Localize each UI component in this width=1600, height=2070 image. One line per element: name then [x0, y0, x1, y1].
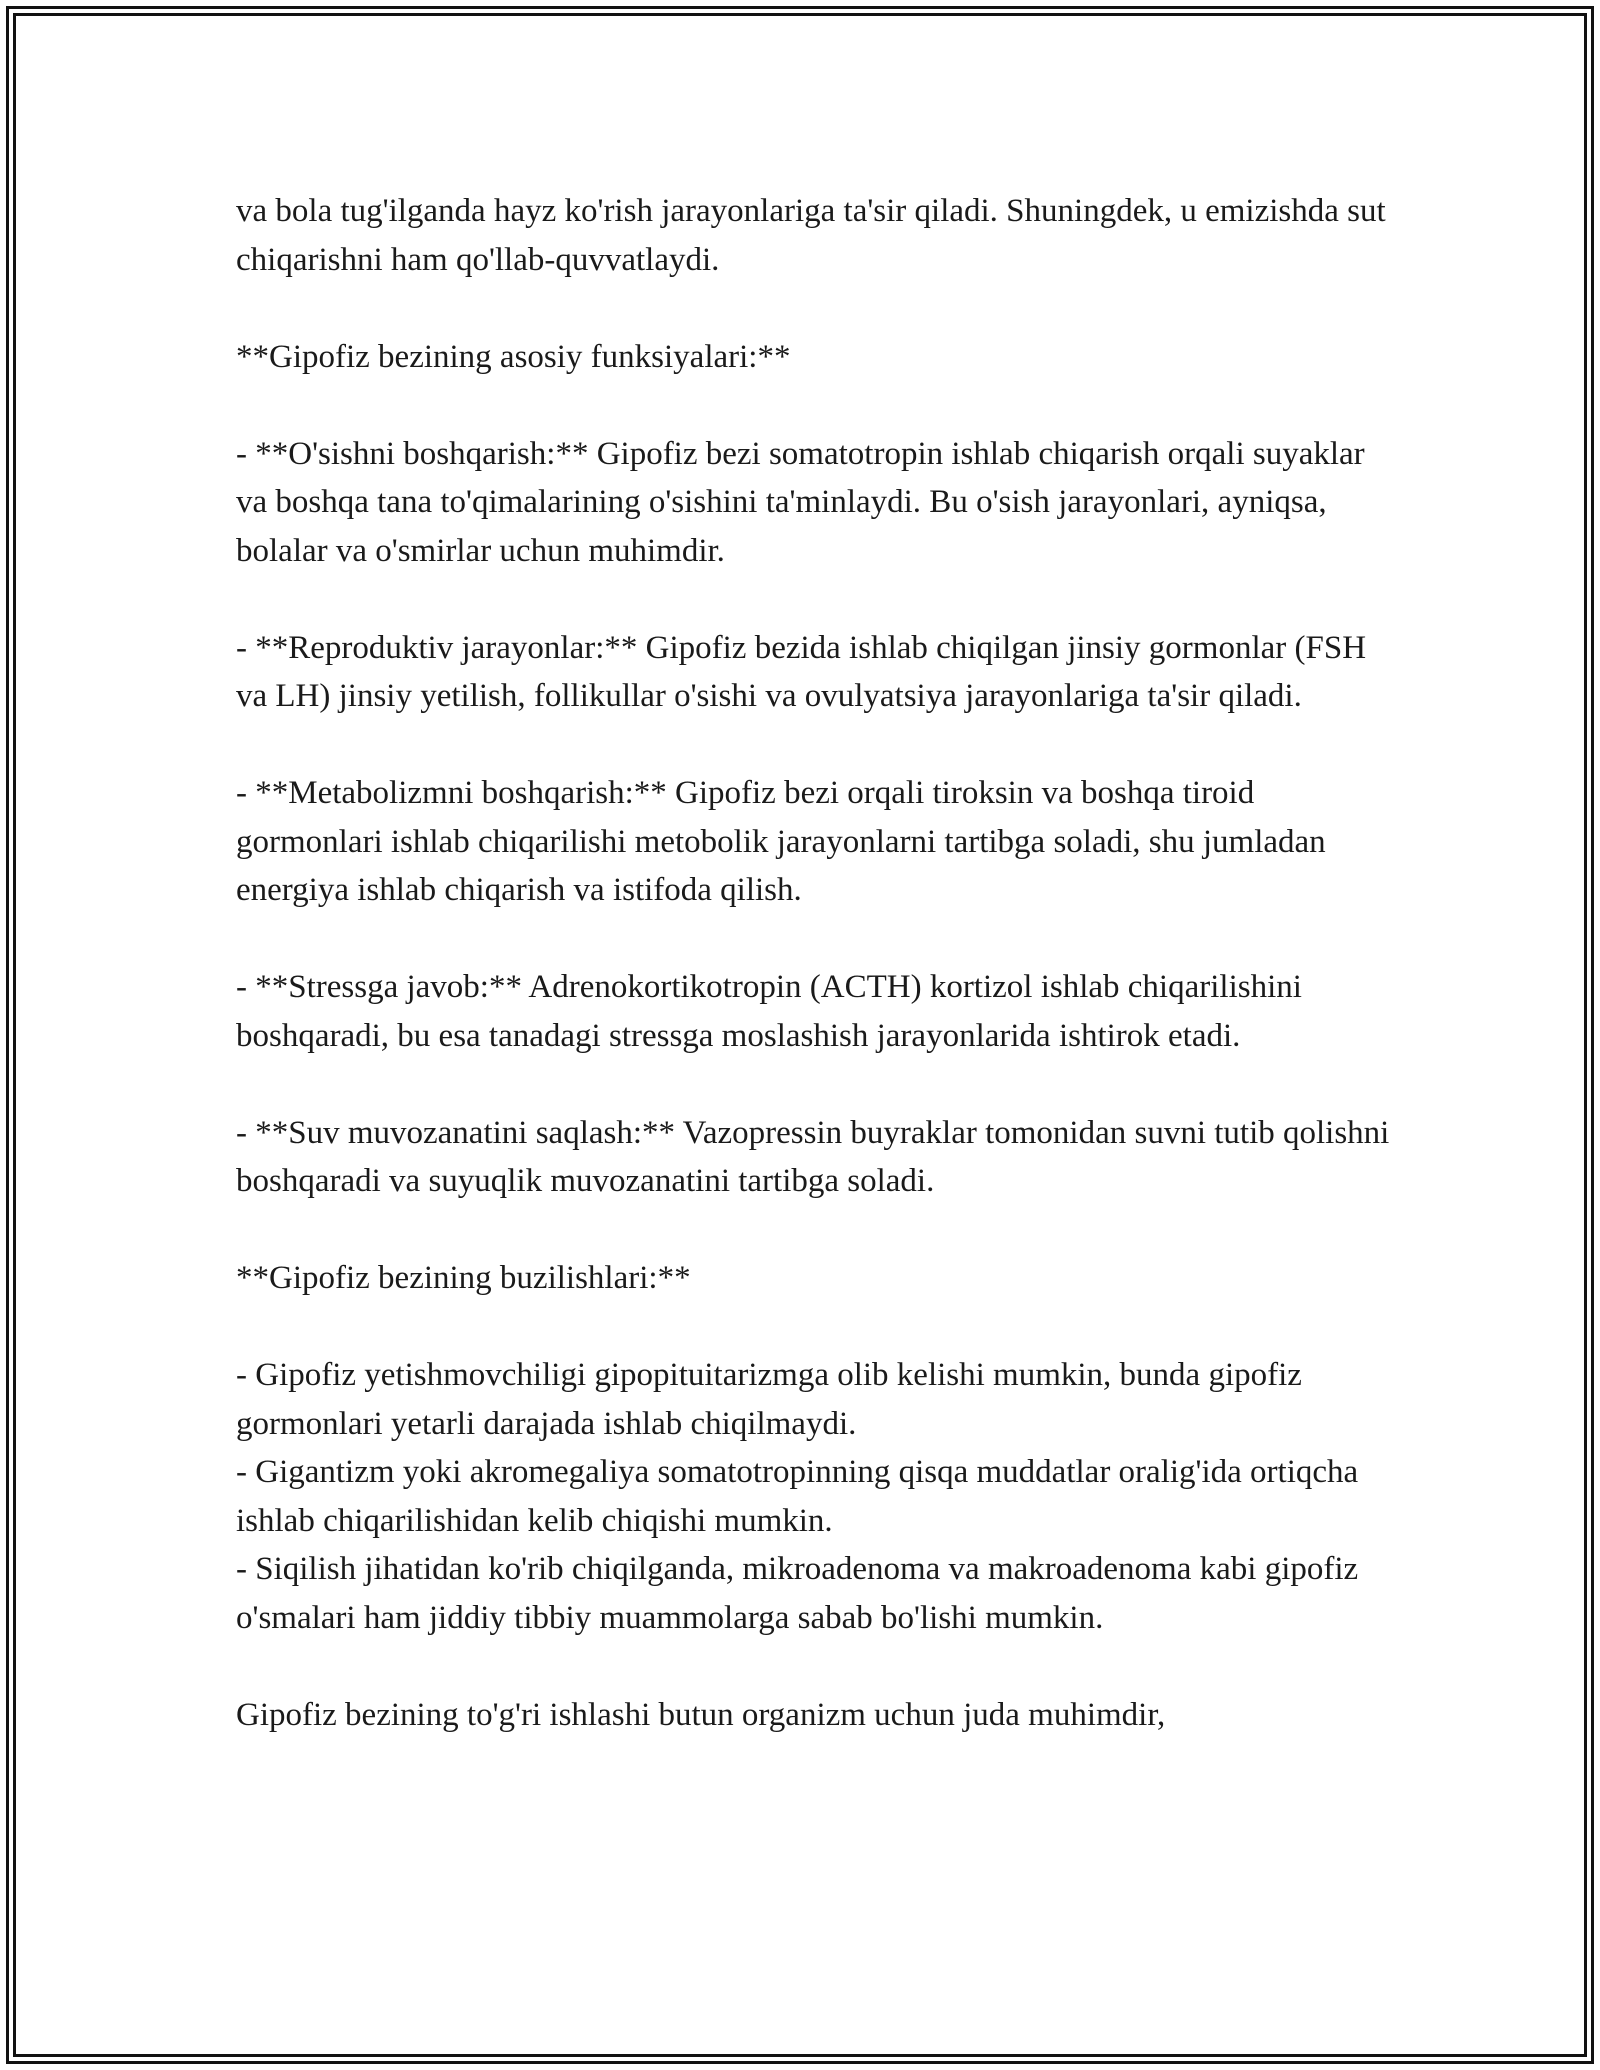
heading-main-functions: **Gipofiz bezining asosiy funksiyalari:**	[236, 338, 791, 375]
list-item-metabolism-control: - **Metabolizmni boshqarish:** Gipofiz bezi orqali tiroksin va boshqa tiroid gormonlari ishlab chiqarilishi metobolik jarayonlarni tartibga soladi, shu jumladan energiya ishlab chiqarish va istifoda qilish.	[236, 775, 1326, 908]
document-body	[236, 187, 1396, 1739]
paragraph-conclusion: Gipofiz bezining to'g'ri ishlashi butun organizm uchun juda muhimdir,	[236, 1696, 1166, 1733]
list-item-reproductive-processes: - **Reproduktiv jarayonlar:** Gipofiz bezida ishlab chiqilgan jinsiy gormonlar (FSH va LH) jinsiy yetilish, follikullar o'sishi va ovulyatsiya jarayonlariga ta'sir qiladi.	[236, 629, 1367, 714]
list-item-gigantism: - Gigantizm yoki akromegaliya somatotropinning qisqa muddatlar oralig'ida ortiqcha ishlab chiqarilishidan kelib chiqishi mumkin.	[236, 1454, 1359, 1539]
list-item-hypopituitarism: - Gipofiz yetishmovchiligi gipopituitarizmga olib kelishi mumkin, bunda gipofiz gormonlari yetarli darajada ishlab chiqilmaydi.	[236, 1357, 1302, 1442]
list-item-growth-control: - **O'sishni boshqarish:** Gipofiz bezi somatotropin ishlab chiqarish orqali suyaklar va boshqa tana to'qimalarining o'sishini ta'minlaydi. Bu o'sish jarayonlari, ayniqsa, bolalar va o'smirlar uchun muhimdir.	[236, 435, 1365, 569]
paragraph-intro-continued: va bola tug'ilganda hayz ko'rish jarayonlariga ta'sir qiladi. Shuningdek, u emizishda sut chiqarishni ham qo'llab-quvvatlaydi.	[236, 193, 1386, 278]
heading-disorders: **Gipofiz bezining buzilishlari:**	[236, 1260, 691, 1296]
list-item-water-balance: - **Suv muvozanatini saqlash:** Vazopressin buyraklar tomonidan suvni tutib qolishni boshqaradi va suyuqlik muvozanatini tartibga soladi.	[236, 1114, 1390, 1199]
list-item-pituitary-tumors: - Siqilish jihatidan ko'rib chiqilganda, mikroadenoma va makroadenoma kabi gipofiz o'smalari ham jiddiy tibbiy muammolarga sabab bo'lishi mumkin.	[236, 1551, 1359, 1636]
list-item-stress-response: - **Stressga javob:** Adrenokortikotropin (ACTH) kortizol ishlab chiqarilishini boshqaradi, bu esa tanadagi stressga moslashish jarayonlarida ishtirok etadi.	[236, 969, 1302, 1054]
